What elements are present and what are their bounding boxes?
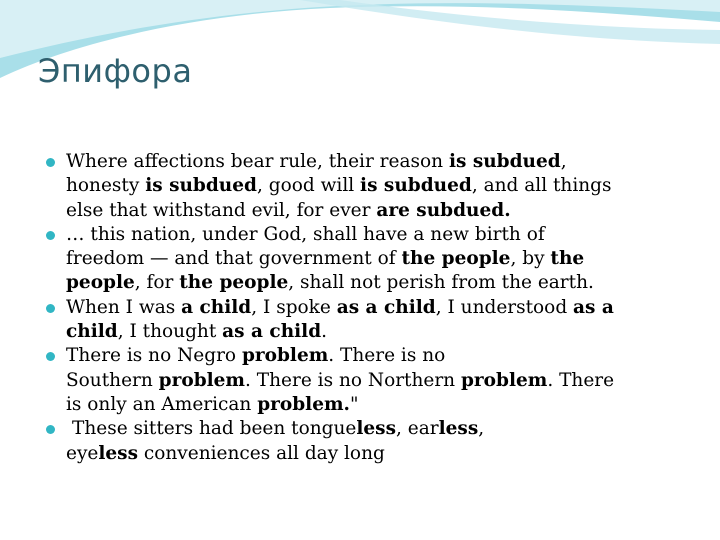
text-segment: , xyxy=(478,418,485,440)
emphasis-text: as a child xyxy=(222,321,322,343)
slide-title: Эпифора xyxy=(38,52,193,90)
text-segment: else that withstand evil, for ever xyxy=(66,199,377,221)
list-item xyxy=(44,296,694,345)
list-item xyxy=(44,150,694,223)
text-segment: , and all things xyxy=(471,175,612,197)
text-segment: There is no Negro xyxy=(66,345,242,367)
emphasis-text: a child xyxy=(181,296,252,318)
text-segment: is only an American xyxy=(66,393,258,415)
text-segment: , good will xyxy=(256,175,361,197)
text-segment: These sitters had been tongue xyxy=(72,418,357,440)
text-segment: freedom — and that government of xyxy=(66,248,402,270)
text-segment: , ear xyxy=(396,418,439,440)
emphasis-text: problem xyxy=(158,369,246,391)
text-segment: When I was xyxy=(66,296,182,318)
bullet-list xyxy=(44,150,694,466)
bullet-circle-icon xyxy=(46,231,55,240)
text-segment: Where affections bear rule, their reason xyxy=(66,151,449,172)
emphasis-text: problem xyxy=(460,369,548,391)
emphasis-text: problem xyxy=(241,345,329,367)
text-segment: , by xyxy=(510,248,551,270)
text-segment: eye xyxy=(66,442,99,464)
emphasis-text: is subdued xyxy=(145,175,257,197)
text-segment: , I thought xyxy=(117,321,223,343)
emphasis-text: people xyxy=(66,272,135,294)
emphasis-text: the xyxy=(550,248,585,270)
text-segment: " xyxy=(350,393,359,415)
text-segment: , shall not perish from the earth. xyxy=(288,272,594,294)
bullet-circle-icon xyxy=(46,304,55,313)
emphasis-text: is subdued xyxy=(448,151,561,172)
list-item xyxy=(44,417,694,466)
text-segment: , for xyxy=(134,272,180,294)
bullet-circle-icon xyxy=(46,158,55,167)
emphasis-text: as a xyxy=(573,296,614,318)
text-segment: , I spoke xyxy=(251,296,337,318)
bullet-circle-icon xyxy=(46,425,55,434)
text-segment: , I understood xyxy=(435,296,574,318)
emphasis-text: are subdued. xyxy=(376,199,511,221)
emphasis-text: less xyxy=(438,418,479,440)
emphasis-text: as a child xyxy=(336,296,436,318)
emphasis-text: the people xyxy=(179,272,289,294)
text-segment: , xyxy=(560,151,567,172)
text-segment: . There xyxy=(547,369,615,391)
emphasis-text: problem. xyxy=(257,393,350,415)
list-item xyxy=(44,223,694,296)
text-segment: . There is no Northern xyxy=(245,369,461,391)
text-segment: . There is no xyxy=(328,345,446,367)
emphasis-text: is subdued xyxy=(360,175,472,197)
text-segment: honesty xyxy=(66,175,146,197)
text-segment: conveniences all day long xyxy=(138,442,385,464)
bullet-circle-icon xyxy=(46,352,55,361)
emphasis-text: child xyxy=(66,321,118,343)
text-segment: … this nation, under God, shall have a new birth of xyxy=(66,223,545,245)
list-item xyxy=(44,344,694,417)
emphasis-text: the people xyxy=(401,248,511,270)
emphasis-text: less xyxy=(356,418,397,440)
text-segment: Southern xyxy=(66,369,159,391)
text-segment: . xyxy=(321,321,328,343)
emphasis-text: less xyxy=(98,442,138,464)
